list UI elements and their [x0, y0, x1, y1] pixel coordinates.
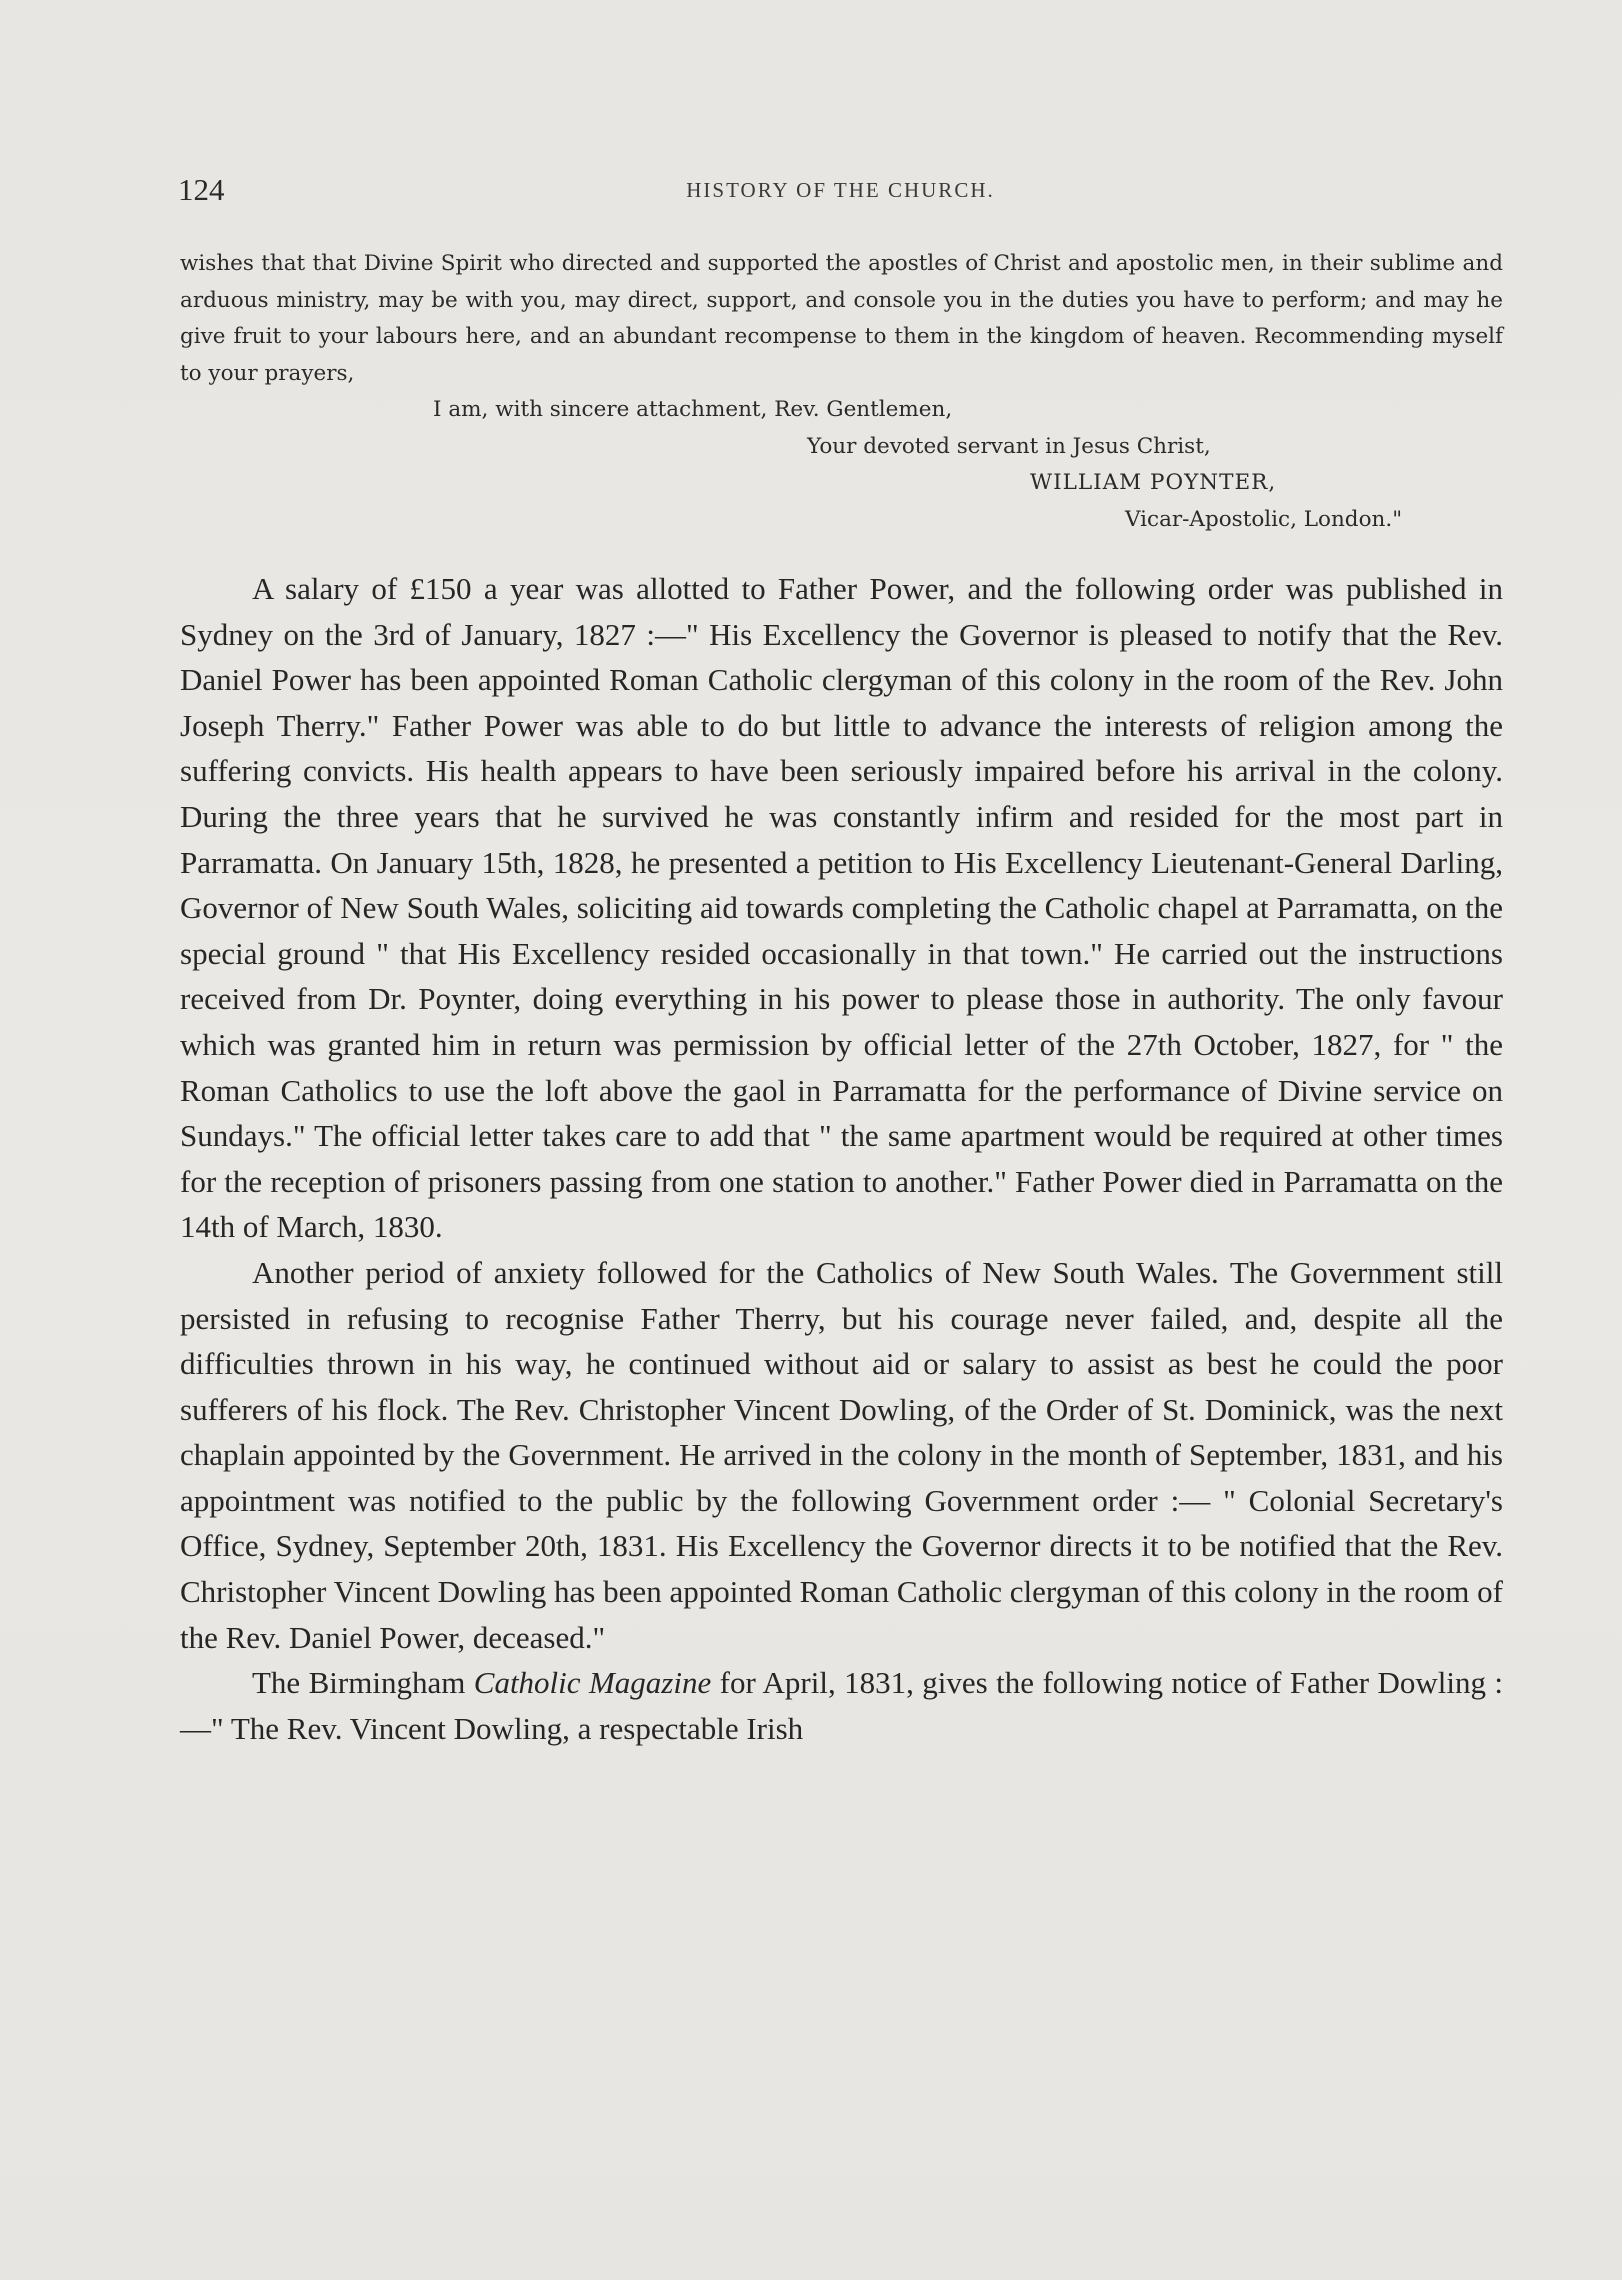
magazine-title: Catholic Magazine — [473, 1665, 712, 1701]
letter-signature: WILLIAM POYNTER, — [1030, 470, 1277, 495]
running-head: HISTORY OF THE CHURCH. — [686, 178, 995, 202]
body-text-run: for April, 1831, gives the following notice of Father Dowling :—" The Rev. Vincent Dowling, a respectable Irish — [180, 1665, 1504, 1746]
letter-closing-line: Your devoted servant in Jesus Christ, — [807, 433, 1211, 459]
body-paragraph — [180, 1660, 1503, 1751]
letter-signature-title: Vicar-Apostolic, London." — [1125, 506, 1403, 532]
body-paragraph: A salary of £150 a year was allotted to Father Power, and the following order was published in Sydney on the 3rd of January, 1827 :—" His Excellency the Governor is pleased to notify that the Rev. Daniel Power has been appointed Roman Catholic clergyman of this colony in the room of the Rev. John Joseph Therry." Father Power was able to do but little to advance the interests of religion among the suffering convicts. His health appears to have been seriously impaired before his arrival in the colony. During the three years that he survived he was constantly infirm and resided for the most part in Parramatta. On January 15th, 1828, he presented a petition to His Excellency Lieutenant-General Darling, Governor of New South Wales, soliciting aid towards completing the Catholic chapel at Parramatta, on the special ground " that His Excellency resided occasionally in that town." He carried out the instructions received from Dr. Poynter, doing everything in his power to please those in authority. The only favour which was granted him in return was permission by official letter of the 27th October, 1827, for " the Roman Catholics to use the loft above the gaol in Parramatta for the performance of Divine service on Sundays." The official letter takes care to add that " the same apartment would be required at other times for the reception of prisoners passing from one station to another." Father Power died in Parramatta on the 14th of March, 1830. — [180, 571, 1503, 1245]
letter-paragraph: wishes that that Divine Spirit who directed and supported the apostles of Christ and apostolic men, in their sublime and arduous ministry, may be with you, may direct, support, and console you in the duties you have to perform; and may he give fruit to your labours here, and an abundant recompense to them in the kingdom of heaven. Recommending myself to your prayers, — [180, 251, 1503, 386]
body-text-run: The Birmingham — [252, 1665, 474, 1701]
letter-closing-line: I am, with sincere attachment, Rev. Gentlemen, — [433, 397, 953, 422]
body-paragraph: Another period of anxiety followed for the Catholics of New South Wales. The Government still persisted in refusing to recognise Father Therry, but his courage never failed, and, despite all the difficulties thrown in his way, he continued without aid or salary to assist as best he could the poor sufferers of his flock. The Rev. Christopher Vincent Dowling, of the Order of St. Dominick, was the next chaplain appointed by the Government. He arrived in the colony in the month of September, 1831, and his appointment was notified to the public by the following Government order :— " Colonial Secretary's Office, Sydney, September 20th, 1831. His Excellency the Governor directs it to be notified that the Rev. Christopher Vincent Dowling has been appointed Roman Catholic clergyman of this colony in the room of the Rev. Daniel Power, deceased." — [180, 1254, 1503, 1655]
page-header — [178, 172, 1503, 212]
page-number: 124 — [178, 172, 225, 207]
letter-extract — [180, 246, 1503, 538]
body-text — [180, 566, 1503, 1751]
